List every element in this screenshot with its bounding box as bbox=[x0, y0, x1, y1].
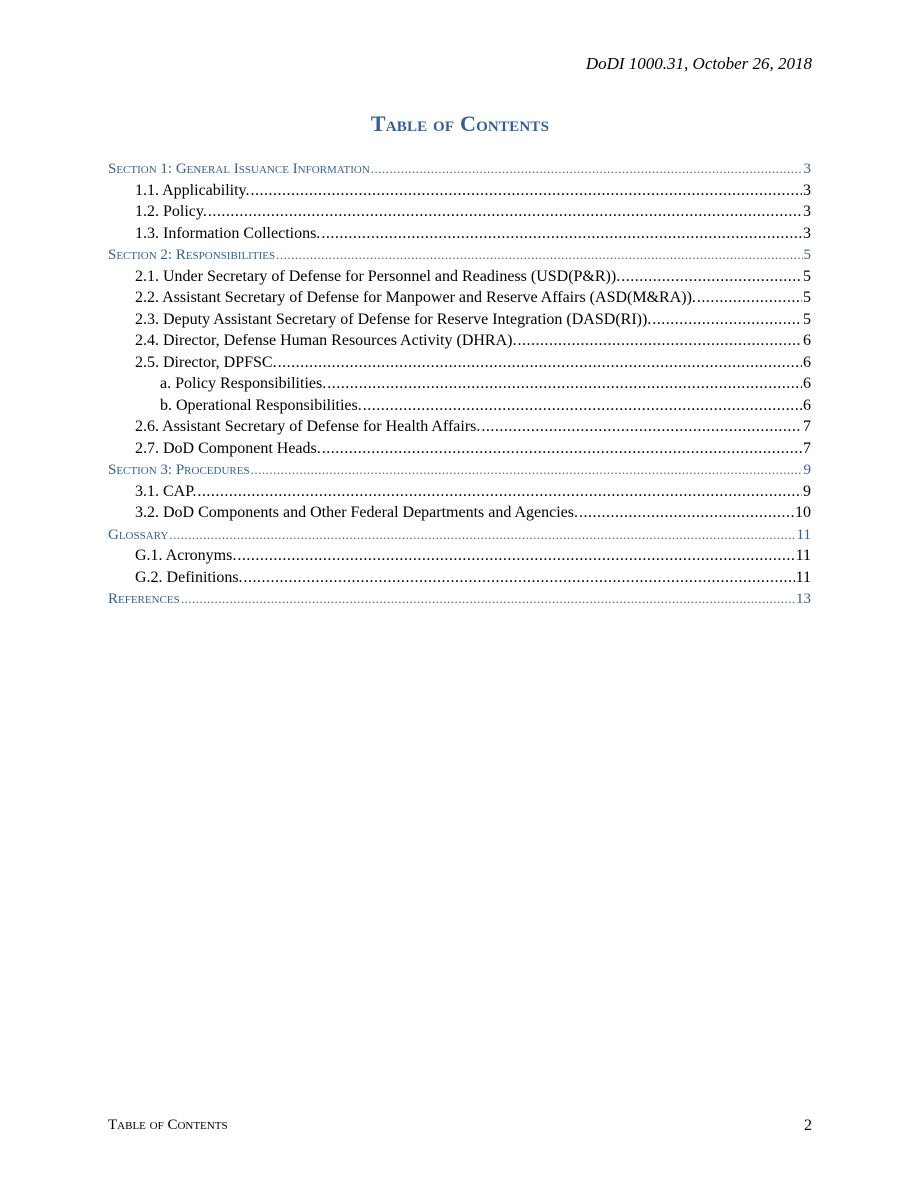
toc-dot-leader bbox=[621, 266, 802, 288]
toc-entry-page: 11 bbox=[795, 568, 811, 586]
toc-entry-label: 3.1. CAP. bbox=[135, 482, 197, 500]
toc-dot-leader bbox=[322, 438, 802, 460]
toc-entry-label: 2.1. Under Secretary of Defense for Personnel and Readiness (USD(P&R)). bbox=[135, 267, 621, 285]
toc-entry-label: 1.2. Policy. bbox=[135, 203, 207, 220]
toc-entry[interactable] bbox=[108, 567, 811, 589]
toc-section-entry[interactable] bbox=[108, 158, 811, 180]
toc-entry-page: 5 bbox=[803, 247, 811, 263]
toc-section-entry[interactable] bbox=[108, 524, 811, 546]
toc-dot-leader bbox=[371, 158, 803, 180]
toc-entry[interactable] bbox=[108, 266, 811, 288]
toc-dot-leader bbox=[276, 244, 802, 266]
toc-entry-label: Section 3: Procedures bbox=[108, 462, 250, 478]
toc-entry-label: Section 1: General Issuance Information bbox=[108, 161, 370, 177]
toc-entry-page: 6 bbox=[803, 332, 811, 349]
toc-dot-leader bbox=[251, 459, 803, 481]
toc-entry-page: 10 bbox=[795, 504, 811, 521]
toc-entry[interactable] bbox=[108, 352, 811, 374]
toc-entry-label: References bbox=[108, 591, 180, 607]
toc-entry-page: 3 bbox=[803, 161, 811, 177]
toc-dot-leader bbox=[251, 180, 802, 202]
toc-entry-page: 9 bbox=[803, 482, 811, 500]
toc-entry-label: 2.2. Assistant Secretary of Defense for Manpower and Reserve Affairs (ASD(M&RA)). bbox=[135, 289, 696, 306]
toc-entry-page: 6 bbox=[803, 375, 811, 392]
toc-entry[interactable] bbox=[108, 330, 811, 352]
toc-entry-page: 13 bbox=[796, 591, 811, 607]
toc-entry-page: 11 bbox=[795, 547, 811, 564]
toc-entry[interactable] bbox=[108, 309, 811, 331]
toc-section-entry[interactable] bbox=[108, 588, 811, 610]
toc-entry-page: 7 bbox=[803, 418, 811, 435]
toc-entry-label: 2.7. DoD Component Heads. bbox=[135, 439, 321, 457]
toc-entry-label: b. Operational Responsibilities. bbox=[160, 396, 362, 414]
toc-entry-page: 3 bbox=[803, 203, 811, 220]
toc-entry[interactable] bbox=[108, 438, 811, 460]
toc-dot-leader bbox=[208, 201, 802, 223]
footer-page-number: 2 bbox=[804, 1117, 812, 1134]
toc-entry[interactable] bbox=[108, 287, 811, 309]
toc-dot-leader bbox=[517, 330, 802, 352]
toc-entry[interactable] bbox=[108, 201, 811, 223]
toc-dot-leader bbox=[321, 223, 802, 245]
toc-entry-page: 5 bbox=[803, 289, 811, 306]
toc-entry-page: 9 bbox=[803, 462, 811, 478]
toc-entry-page: 5 bbox=[803, 310, 811, 328]
toc-entry-label: 2.5. Director, DPFSC. bbox=[135, 353, 277, 371]
toc-entry[interactable] bbox=[108, 502, 811, 524]
toc-dot-leader bbox=[197, 481, 802, 503]
toc-entry[interactable] bbox=[108, 373, 811, 395]
toc-dot-leader bbox=[244, 567, 795, 589]
toc-entry[interactable] bbox=[108, 416, 811, 438]
toc-entry[interactable] bbox=[108, 481, 811, 503]
toc-dot-leader bbox=[327, 373, 802, 395]
toc-entry-page: 6 bbox=[803, 396, 811, 414]
toc-entry-label: 3.2. DoD Components and Other Federal Departments and Agencies. bbox=[135, 504, 579, 521]
toc-entry[interactable] bbox=[108, 545, 811, 567]
footer-section-label: Table of Contents bbox=[108, 1117, 228, 1133]
toc-dot-leader bbox=[579, 502, 794, 524]
toc-entry-label: Glossary bbox=[108, 526, 169, 543]
toc-dot-leader bbox=[363, 395, 802, 417]
toc-entry-label: a. Policy Responsibilities. bbox=[160, 375, 327, 392]
toc-section-entry[interactable] bbox=[108, 459, 811, 481]
toc-entry-page: 3 bbox=[803, 224, 811, 242]
toc-dot-leader bbox=[181, 588, 795, 610]
toc-entry-page: 11 bbox=[796, 526, 811, 543]
toc-entry-label: G.2. Definitions. bbox=[135, 568, 243, 586]
document-header: DoDI 1000.31, October 26, 2018 bbox=[585, 54, 812, 73]
toc-dot-leader bbox=[169, 524, 795, 546]
toc-dot-leader bbox=[652, 309, 802, 331]
toc-entry-label: 1.1. Applicability. bbox=[135, 181, 250, 199]
toc-section-entry[interactable] bbox=[108, 244, 811, 266]
toc-entry-label: Section 2: Responsibilities bbox=[108, 247, 276, 263]
toc-dot-leader bbox=[237, 545, 794, 567]
toc-entry-page: 6 bbox=[803, 353, 811, 371]
toc-entry-label: 2.6. Assistant Secretary of Defense for Health Affairs. bbox=[135, 418, 481, 435]
toc-entry-label: G.1. Acronyms. bbox=[135, 547, 237, 564]
toc-dot-leader bbox=[278, 352, 802, 374]
toc-dot-leader bbox=[481, 416, 802, 438]
table-of-contents bbox=[108, 158, 811, 610]
toc-entry-page: 5 bbox=[803, 267, 811, 285]
toc-entry[interactable] bbox=[108, 223, 811, 245]
toc-entry-page: 3 bbox=[803, 181, 811, 199]
toc-entry-label: 1.3. Information Collections. bbox=[135, 224, 321, 242]
toc-entry[interactable] bbox=[108, 395, 811, 417]
page-title: Table of Contents bbox=[370, 111, 550, 136]
toc-entry-page: 7 bbox=[803, 439, 811, 457]
toc-entry-label: 2.4. Director, Defense Human Resources Activity (DHRA). bbox=[135, 332, 517, 349]
toc-entry[interactable] bbox=[108, 180, 811, 202]
toc-dot-leader bbox=[697, 287, 802, 309]
toc-entry-label: 2.3. Deputy Assistant Secretary of Defense for Reserve Integration (DASD(RI)). bbox=[135, 310, 652, 328]
